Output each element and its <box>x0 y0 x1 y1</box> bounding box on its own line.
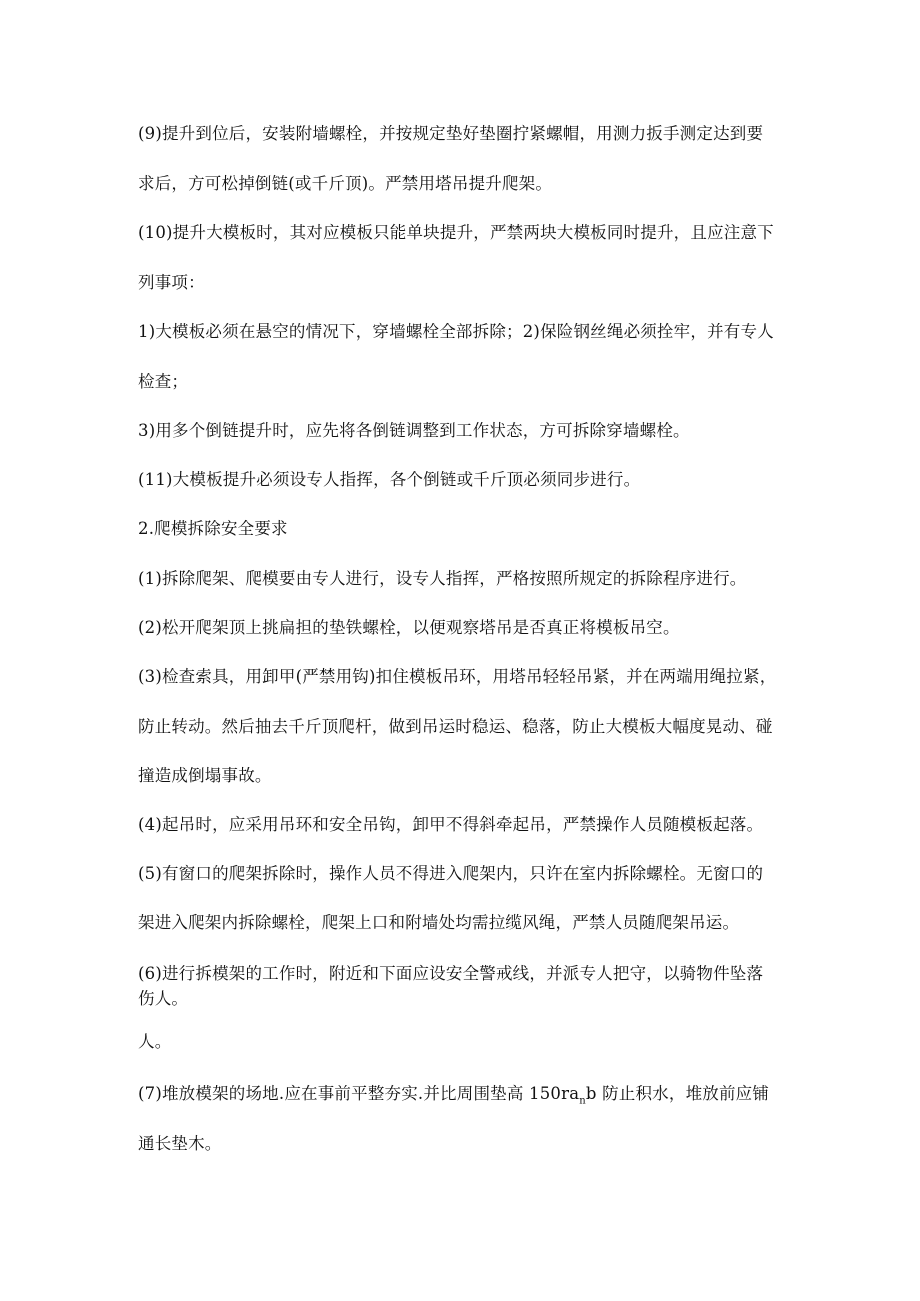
item-1-line-2: 检查； <box>138 372 189 391</box>
step-2-line: (2)松开爬架顶上挑扁担的垫铁螺栓，以便观察塔吊是否真正将模板吊空。 <box>138 618 680 637</box>
item-1-line-1: 1)大模板必须在悬空的情况下，穿墙螺栓全部拆除；2)保险钢丝绳必须拴牢，并有专人 <box>138 322 774 341</box>
step-4-line: (4)起吊时，应采用吊环和安全吊钩，卸甲不得斜牵起吊，严禁操作人员随模板起落。 <box>138 815 764 834</box>
step-6-line-2: 伤人。 <box>138 989 189 1008</box>
section-heading: 2.爬模拆除安全要求 <box>138 519 288 538</box>
step-6-line-3: 人。 <box>138 1032 172 1051</box>
step-3-line-1: (3)检查索具，用卸甲(严禁用钩)扣住模板吊环，用塔吊轻轻吊紧，并在两端用绳拉紧， <box>138 667 777 686</box>
paragraph-11-line: (11)大模板提升必须设专人指挥，各个倒链或千斤顶必须同步进行。 <box>138 470 641 489</box>
step-7-subscript: n <box>579 1095 586 1107</box>
paragraph-9-line-1: (9)提升到位后，安装附墙螺栓，并按规定垫好垫圈拧紧螺帽，用测力扳手测定达到要 <box>138 124 764 143</box>
step-1-line: (1)拆除爬架、爬模要由专人进行，设专人指挥，严格按照所规定的拆除程序进行。 <box>138 569 747 588</box>
step-6-line-1: (6)进行拆模架的工作时，附近和下面应设安全警戒线，并派专人把守，以骑物件坠落 <box>138 964 764 983</box>
step-7-line-1 <box>138 1083 798 1112</box>
step-3-line-3: 撞造成倒塌事故。 <box>138 766 272 785</box>
step-3-line-2: 防止转动。然后抽去千斤顶爬杆，做到吊运时稳运、稳落，防止大模板大幅度晃动、碰 <box>138 717 773 736</box>
paragraph-10-line-2: 列事项： <box>138 273 205 292</box>
item-3-line: 3)用多个倒链提升时，应先将各倒链调整到工作状态，方可拆除穿墙螺栓。 <box>138 421 690 440</box>
paragraph-9-line-2: 求后，方可松掉倒链(或千斤顶)。严禁用塔吊提升爬架。 <box>138 174 553 193</box>
paragraph-10-line-1: (10)提升大模板时，其对应模板只能单块提升，严禁两块大模板同时提升，且应注意下 <box>138 223 774 242</box>
step-5-line-1: (5)有窗口的爬架拆除时，操作人员不得进入爬架内，只许在室内拆除螺栓。无窗口的 <box>138 864 764 883</box>
step-7-text-start: (7)堆放模架的场地.应在事前平整夯实.并比周围垫高 150ra <box>138 1084 580 1103</box>
step-7-line-2: 通长垫木。 <box>138 1134 222 1153</box>
step-5-line-2: 架进入爬架内拆除螺栓，爬架上口和附墙处均需拉缆风绳，严禁人员随爬架吊运。 <box>138 913 740 932</box>
step-7-text-end: b 防止积水，堆放前应铺 <box>585 1084 770 1103</box>
